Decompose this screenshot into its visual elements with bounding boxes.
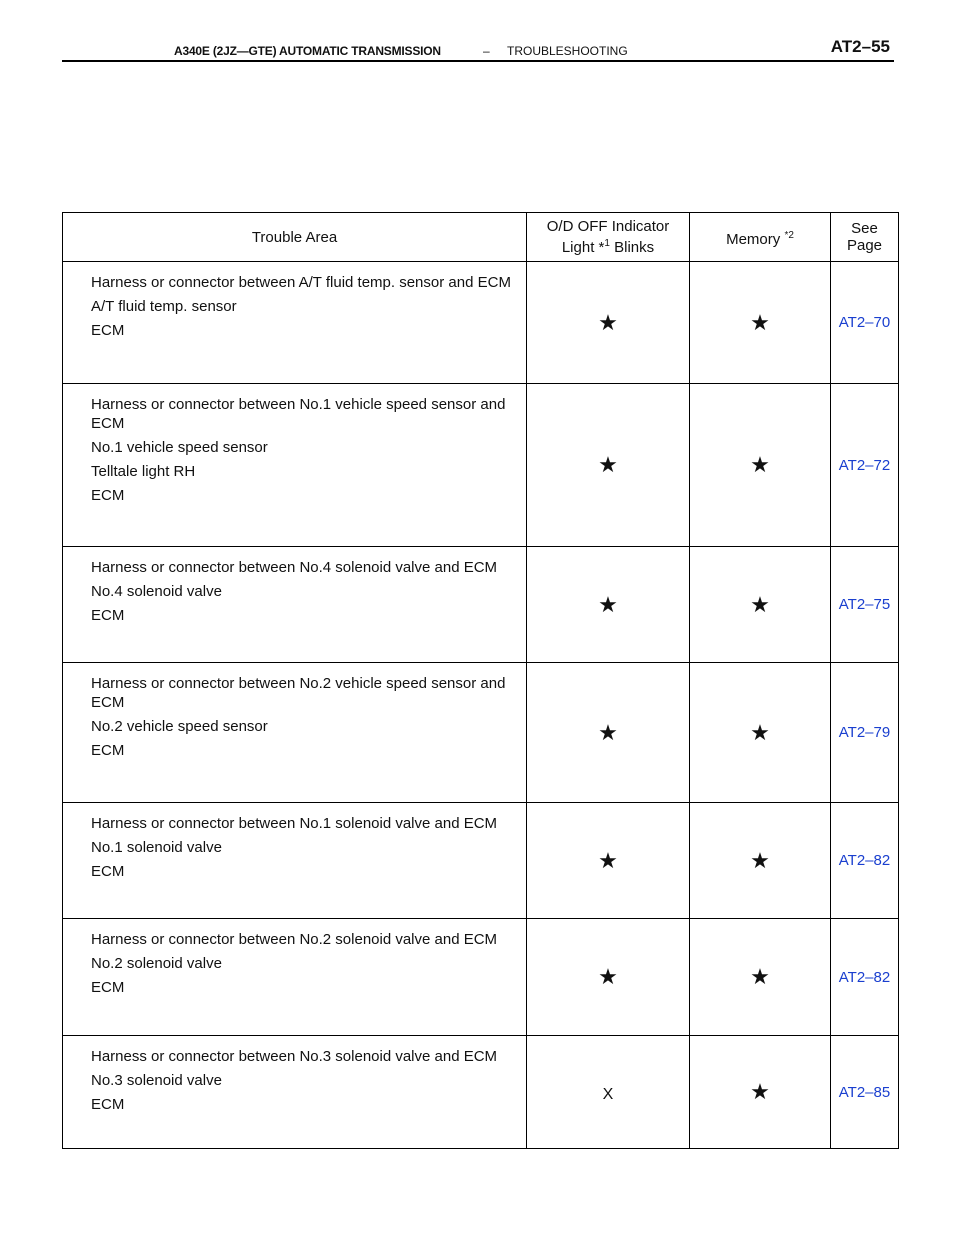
trouble-area-item: No.2 vehicle speed sensor: [91, 718, 268, 735]
see-page-cell: [831, 1036, 899, 1149]
table-row: [63, 1036, 899, 1149]
trouble-area-item: No.4 solenoid valve: [91, 583, 222, 600]
col-memory: Memory $^{*2}$: [690, 213, 831, 262]
page-link[interactable]: AT2–82: [838, 968, 891, 986]
indicator-cell: [527, 803, 690, 919]
table-row: [63, 547, 899, 663]
trouble-area-item: Harness or connector between No.2 solenoid valve and ECM: [91, 931, 498, 948]
trouble-area-cell: [63, 262, 527, 384]
col-indicator: O/D OFF Indicator Light *$^1$ Blinks: [527, 213, 690, 262]
star-icon: ★: [750, 719, 770, 745]
header-separator: –: [483, 44, 490, 58]
trouble-area-item: ECM: [91, 742, 125, 759]
col-see-page: See Page: [831, 213, 899, 262]
section-title: TROUBLESHOOTING: [507, 44, 628, 58]
trouble-table: [62, 212, 899, 1149]
star-icon: ★: [750, 964, 770, 989]
page-header: [62, 30, 894, 62]
trouble-area-cell: [63, 384, 527, 547]
trouble-area-item: ECM: [91, 979, 125, 996]
table-row: [63, 803, 899, 919]
memory-cell: [690, 803, 831, 919]
see-page-cell: [831, 803, 899, 919]
page-link[interactable]: AT2–79: [838, 724, 891, 741]
table-row: [63, 384, 899, 547]
trouble-area-item: No.1 vehicle speed sensor: [91, 439, 268, 456]
memory-cell: [690, 919, 831, 1036]
see-page-cell: [831, 663, 899, 803]
memory-cell: [690, 262, 831, 384]
trouble-area-item: No.2 solenoid valve: [91, 955, 222, 972]
table-row: [63, 262, 899, 384]
trouble-area-item: Harness or connector between A/T fluid temp. sensor and ECM: [91, 274, 511, 291]
trouble-area-item: Harness or connector between No.1 vehicle speed sensor and ECM: [91, 396, 506, 432]
memory-cell: [690, 547, 831, 663]
memory-cell: [690, 1036, 831, 1149]
star-icon: ★: [598, 309, 618, 335]
trouble-area-item: No.3 solenoid valve: [91, 1072, 222, 1089]
memory-cell: [690, 663, 831, 803]
trouble-area-cell: [63, 547, 527, 663]
trouble-area-cell: [63, 919, 527, 1036]
star-icon: ★: [598, 719, 618, 745]
document-title: A340E (2JZ—GTE) AUTOMATIC TRANSMISSION: [174, 44, 441, 58]
trouble-area-cell: [63, 663, 527, 803]
star-icon: ★: [750, 452, 770, 477]
star-icon: ★: [750, 309, 770, 335]
trouble-area-item: Harness or connector between No.3 solenoid valve and ECM: [91, 1048, 498, 1065]
indicator-cell: [527, 384, 690, 547]
trouble-area-item: Telltale light RH: [91, 463, 196, 480]
trouble-area-item: Harness or connector between No.2 vehicle speed sensor and ECM: [91, 675, 506, 711]
page-number: AT2–55: [830, 37, 890, 56]
page-link[interactable]: AT2–82: [838, 852, 891, 869]
memory-cell: [690, 384, 831, 547]
see-page-cell: [831, 384, 899, 547]
indicator-cell: [527, 262, 690, 384]
indicator-cell: [527, 547, 690, 663]
see-page-cell: [831, 919, 899, 1036]
trouble-area-item: A/T fluid temp. sensor: [91, 298, 237, 315]
page-link[interactable]: AT2–70: [838, 314, 891, 331]
trouble-area-cell: [63, 803, 527, 919]
star-icon: ★: [598, 452, 618, 477]
see-page-cell: [831, 547, 899, 663]
star-icon: ★: [750, 1079, 770, 1104]
star-icon: ★: [598, 591, 618, 617]
trouble-area-item: ECM: [91, 863, 125, 880]
trouble-area-item: Harness or connector between No.4 solenoid valve and ECM: [91, 559, 498, 576]
page-link[interactable]: AT2–75: [838, 596, 891, 613]
table-header-row: [63, 213, 899, 262]
trouble-area-item: ECM: [91, 607, 125, 624]
trouble-area-item: Harness or connector between No.1 solenoid valve and ECM: [91, 815, 498, 832]
trouble-area-item: ECM: [91, 322, 125, 339]
trouble-area-item: ECM: [91, 487, 125, 504]
table-row: [63, 663, 899, 803]
star-icon: ★: [750, 591, 770, 617]
table-row: [63, 919, 899, 1036]
see-page-cell: [831, 262, 899, 384]
trouble-area-cell: [63, 1036, 527, 1149]
x-mark: X: [602, 1086, 614, 1103]
star-icon: ★: [598, 847, 618, 873]
indicator-cell: [527, 1036, 690, 1149]
col-trouble-area: Trouble Area: [63, 213, 527, 262]
indicator-cell: [527, 663, 690, 803]
indicator-cell: [527, 919, 690, 1036]
page-link[interactable]: AT2–72: [838, 456, 891, 474]
trouble-area-item: No.1 solenoid valve: [91, 839, 222, 856]
trouble-area-item: ECM: [91, 1096, 125, 1113]
star-icon: ★: [598, 964, 618, 989]
page-link[interactable]: AT2–85: [838, 1083, 891, 1101]
star-icon: ★: [750, 847, 770, 873]
